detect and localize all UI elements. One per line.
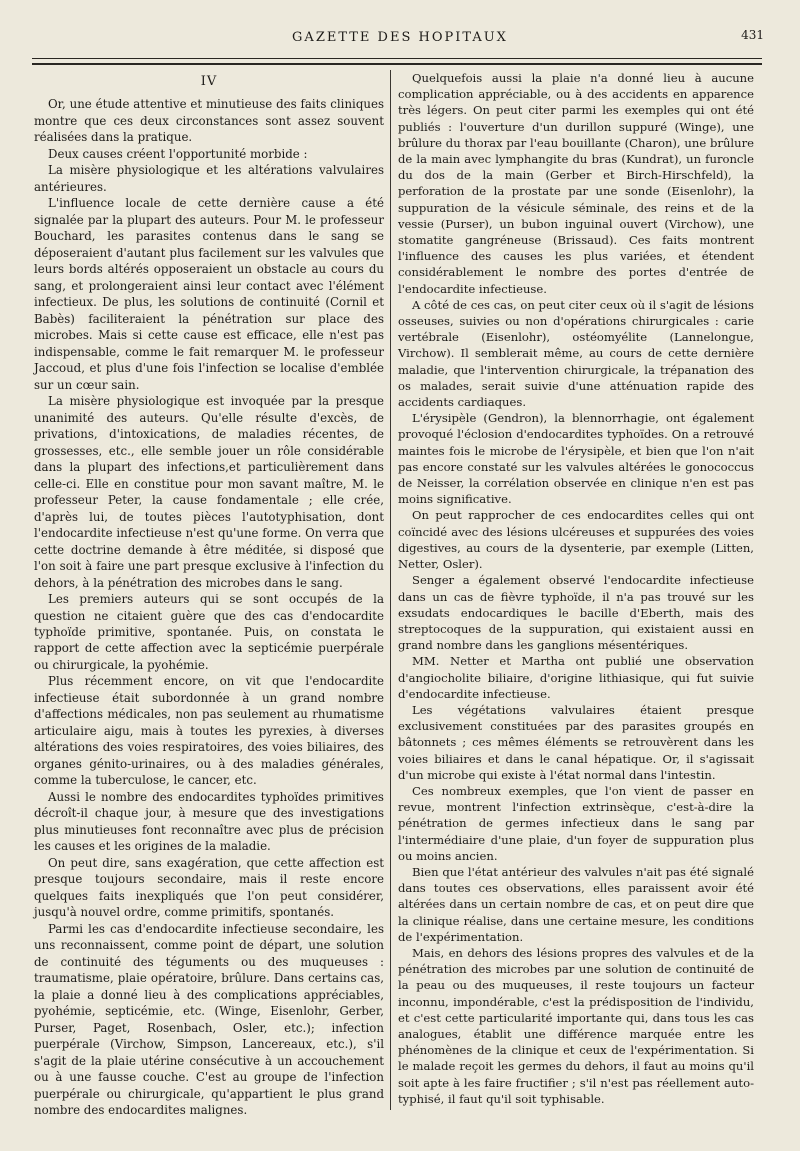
paragraph: La misère physiologique est invoquée par la presque unanimité des auteurs. Qu'elle résulte d'excès, de privations, d'intoxications, de maladies récentes, de grossesses, etc., elle semble jouer un rôle considérable dans la plupart des infections,et particulièrement dans celle-ci. Elle en constitue pour mon savant maître, M. le professeur Peter, la cause fondamentale ; elle crée, d'après lui, de toutes pièces l'autotyphisation, dont l'endocardite infectieuse n'est qu'une forme. On verra que cette doctrine demande à être méditée, si disposé que l'on soit à faire une part presque exclusive à l'infection du dehors, à la pénétration des microbes dans le sang. [34, 394, 384, 590]
paragraph: Quelquefois aussi la plaie n'a donné lieu à aucune complication appréciable, ou à des accidents en apparence très légers. On peut citer parmi les exemples qui ont été publiés : l'ouverture d'un durillon suppuré (Winge), une brûlure du thorax par l'eau bouillante (Charon), une brûlure de la main avec lymphangite du bras (Kundrat), un furoncle du dos de la main (Gerber et Birch-Hirschfeld), la perforation de la prostate par une sonde (Eisenlohr), la suppuration de la vésicule séminale, des reins et de la vessie (Purser), un bubon inguinal ouvert (Virchow), une stomatite gangréneuse (Brissaud). Ces faits montrent l'influence des causes les plus variées, et étendent considérablement le nombre des portes d'entrée de l'endocardite infectieuse. [398, 71, 754, 296]
section-number: IV [200, 74, 218, 89]
paragraph: Aussi le nombre des endocardites typhoïdes primitives décroît-il chaque jour, à mesure que des investigations plus minutieuses font reconnaître avec plus de précision les causes et les origines de la maladie. [34, 789, 384, 854]
left-column [34, 70, 384, 1119]
paragraph: A côté de ces cas, on peut citer ceux où il s'agit de lésions osseuses, suivies ou non d'opérations chirurgicales : carie vertébrale (Eisenlohr), ostéomyélite (Lannelongue, Virchow). Il semblerait même, au cours de cette dernière maladie, que l'intervention chirurgicale, la trépanation des os malades, serait suivie d'une atténuation rapide des accidents cardiaques. [398, 297, 754, 410]
paragraph: Les végétations valvulaires étaient presque exclusivement constituées par des parasites groupés en bâtonnets ; ces mêmes éléments se retrouvèrent dans les voies biliaires et dans le canal hépatique. Or, il s'agissait d'un microbe qui existe à l'état normal dans l'intestin. [398, 702, 754, 782]
paragraph: Bien que l'état antérieur des valvules n'ait pas été signalé dans toutes ces observations, elles paraissent avoir été altérées dans un certain nombre de cas, et on peut dire que la clinique réalise, dans une certaine mesure, les conditions de l'expérimentation. [398, 864, 754, 944]
header-rule-thick [32, 63, 762, 65]
paragraph: Les premiers auteurs qui se sont occupés de la question ne citaient guère que des cas d'endocardite typhoïde primitive, spontanée. Puis, on constata le rapport de cette affection avec la septicémie puerpérale ou chirurgicale, la pyohémie. [34, 592, 384, 672]
paragraph: Senger a également observé l'endocardite infectieuse dans un cas de fièvre typhoïde, il n'a pas trouvé sur les exsudats endocardiques le bacille d'Eberth, mais des streptocoques de la suppuration, qui existaient aussi en grand nombre dans les ganglions mésentériques. [398, 573, 754, 653]
paragraph: On peut dire, sans exagération, que cette affection est presque toujours secondaire, mais il reste encore quelques faits inexpliqués que l'on peut considérer, jusqu'à nouvel ordre, comme primitifs, spontanés. [34, 855, 384, 920]
paragraph: Plus récemment encore, on vit que l'endocardite infectieuse était subordonnée à un grand nombre d'affections médicales, non pas seulement au rhumatisme articulaire aigu, mais à toutes les pyrexies, à diverses altérations des voies respiratoires, des voies biliaires, des organes génito-urinaires, ou à des maladies générales, comme la tuberculose, le cancer, etc. [34, 674, 384, 788]
right-column [398, 70, 754, 1107]
paragraph: Parmi les cas d'endocardite infectieuse secondaire, les uns reconnaissent, comme point de départ, une solution de continuité des téguments ou des muqueuses : traumatisme, plaie opératoire, brûlure. Dans certains cas, la plaie a donné lieu à des complications appréciables, pyohémie, septicémie, etc. (Winge, Eisenlohr, Gerber, Purser, Paget, Rosenbach, Osler, etc.); infection puerpérale (Virchow, Simpson, Lancereaux, etc.), s'il s'agit de la plaie utérine consécutive à un accouchement ou à une fausse couche. C'est au groupe de l'infection puerpérale ou chirurgicale, qu'appartient le plus grand nombre des endocardites malignes. [34, 921, 384, 1118]
paragraph: Deux causes créent l'opportunité morbide : [48, 146, 308, 161]
column-divider [390, 70, 391, 1110]
journal-title: GAZETTE DES HOPITAUX [292, 30, 508, 45]
paragraph: MM. Netter et Martha ont publié une observation d'angiocholite biliaire, d'origine lithiasique, qui fut suivie d'endocardite infectieuse. [398, 654, 754, 701]
paragraph: Or, une étude attentive et minutieuse des faits cliniques montre que ces deux circonstances sont assez souvent réalisées dans la pratique. [34, 97, 384, 145]
page-number: 431 [741, 28, 764, 42]
paragraph: L'influence locale de cette dernière cause a été signalée par la plupart des auteurs. Pour M. le professeur Bouchard, les parasites contenus dans le sang se déposeraient d'autant plus facilement sur les valvules que leurs bords altérés opposeraient un obstacle au cours du sang, et prolongeraient ainsi leur contact avec l'élément infectieux. De plus, les solutions de continuité (Cornil et Babès) faciliteraient la pénétration sur place des microbes. Mais si cette cause est efficace, elle n'est pas indispensable, comme le fait remarquer M. le professeur Jaccoud, et plus d'une fois l'infection se localise d'emblée sur un cœur sain. [34, 196, 384, 392]
header-rule-thin [32, 58, 762, 59]
paragraph: La misère physiologique et les altérations valvulaires antérieures. [34, 163, 384, 194]
paragraph: Mais, en dehors des lésions propres des valvules et de la pénétration des microbes par une solution de continuité de la peau ou des muqueuses, il reste toujours un facteur inconnu, impondérable, c'est la prédisposition de l'individu, et c'est cette particularité importante qui, dans tous les cas analogues, établit une différence marquée entre les phénomènes de la clinique et ceux de l'expérimentation. Si le malade reçoit les germes du dehors, il faut au moins qu'il soit apte à les faire fructifier ; s'il n'est pas réellement auto-typhisé, il faut qu'il soit typhisable. [398, 945, 754, 1106]
paragraph: L'érysipèle (Gendron), la blennorrhagie, ont également provoqué l'éclosion d'endocardites typhoïdes. On a retrouvé maintes fois le microbe de l'érysipèle, et bien que l'on n'ait pas encore constaté sur les valvules altérées le gonococcus de Neisser, la corrélation observée en clinique n'en est pas moins significative. [398, 411, 754, 507]
paragraph: Ces nombreux exemples, que l'on vient de passer en revue, montrent l'infection extrinsèque, c'est-à-dire la pénétration de germes infectieux dans le sang par l'intermédiaire d'une plaie, d'un foyer de suppuration plus ou moins ancien. [398, 783, 754, 863]
page-header [0, 28, 800, 52]
paragraph: On peut rapprocher de ces endocardites celles qui ont coïncidé avec des lésions ulcéreuses et suppurées des voies digestives, au cours de la dysenterie, par exemple (Litten, Netter, Osler). [398, 508, 754, 572]
